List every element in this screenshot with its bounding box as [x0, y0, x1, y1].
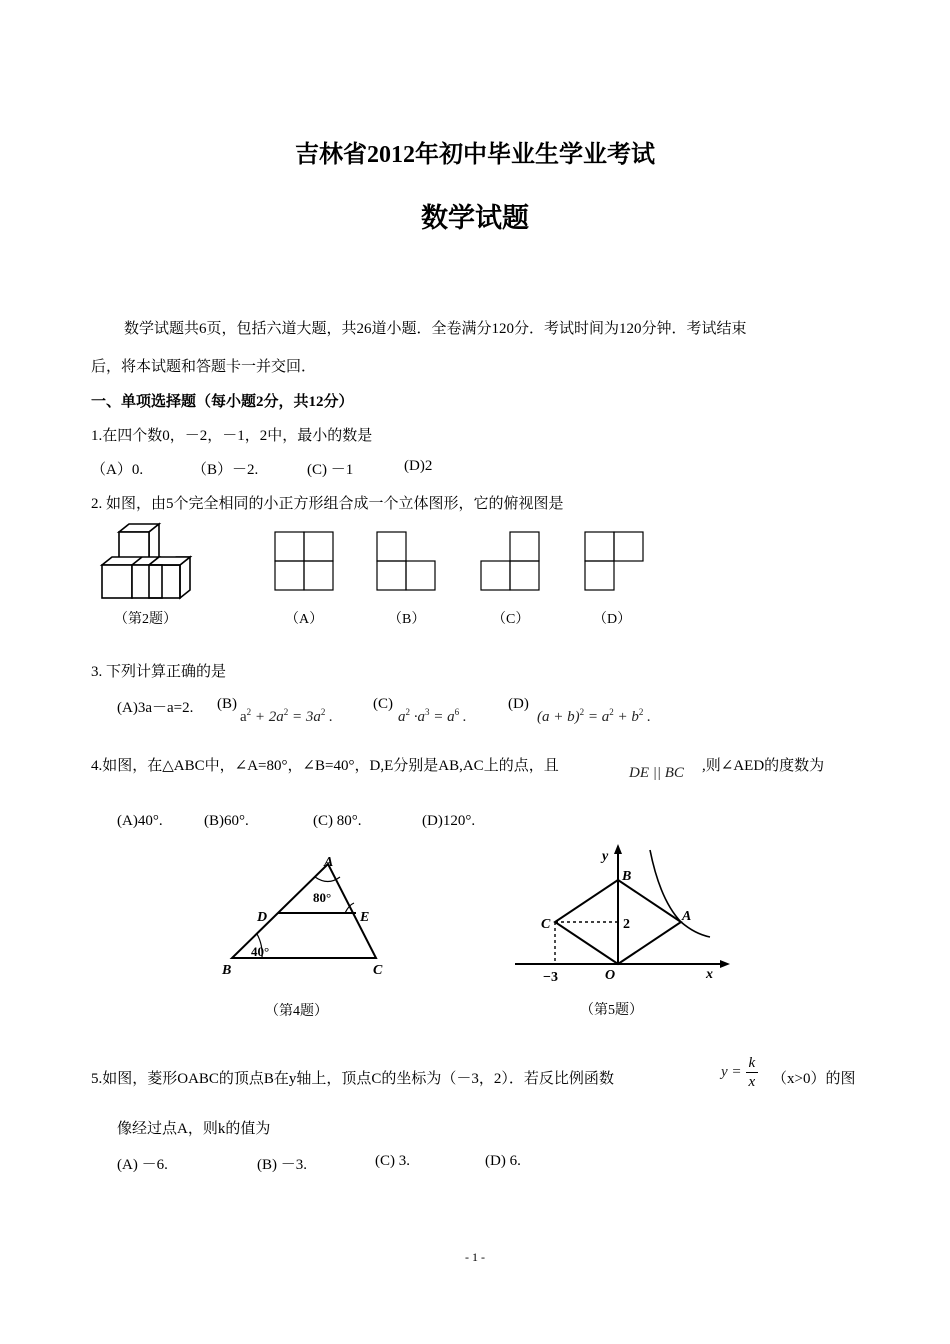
- q5-label-C: C: [541, 917, 551, 932]
- q4-angle-b: 40°: [251, 944, 270, 959]
- q5-stem-line2: 像经过点A，则k的值为: [117, 1121, 271, 1137]
- q5-option-b: (B) －3.: [257, 1157, 307, 1173]
- q3-stem: 3. 下列计算正确的是: [91, 664, 227, 680]
- q5-label-2: 2: [623, 917, 630, 932]
- q4-fig-caption: （第4题）: [265, 1004, 328, 1019]
- page-number: - 1 -: [465, 1250, 485, 1264]
- q4-label-C: C: [373, 963, 383, 978]
- y-axis-arrow-icon: [614, 844, 622, 854]
- q2-option-d-shape: [585, 532, 643, 590]
- q2-option-c-shape: [481, 532, 539, 590]
- q4-triangle-figure: [215, 850, 405, 1025]
- intro-line-1: 数学试题共6页，包括六道大题，共26道小题．全卷满分120分．考试时间为120分钟．考试结束: [124, 321, 747, 337]
- exam-subtitle: 数学试题: [421, 203, 529, 233]
- q5-option-c: (C) 3.: [375, 1153, 410, 1169]
- q4-stem-math: DE || BC: [629, 765, 684, 781]
- q4-stem-part2: ,则∠AED的度数为: [702, 758, 825, 774]
- q4-option-d: (D)120°.: [422, 813, 476, 829]
- q3-option-d-label: (D): [508, 696, 529, 712]
- q5-option-d: (D) 6.: [485, 1153, 521, 1169]
- q4-label-E: E: [360, 910, 370, 925]
- q2-options-figure: [260, 520, 660, 635]
- q4-label-A: A: [324, 855, 334, 870]
- q2-fig-caption: （第2题）: [114, 612, 177, 627]
- q5-fig-caption: （第5题）: [580, 1003, 643, 1018]
- q5-func-lhs: y =: [721, 1064, 742, 1080]
- q3-option-a: (A)3a－a=2.: [117, 700, 194, 716]
- q4-stem-part1: 4.如图，在△ABC中，∠A=80°，∠B=40°，D,E分别是AB,AC上的点，且: [91, 758, 559, 774]
- q2-cubes-figure: [94, 520, 244, 635]
- q5-option-a: (A) －6.: [117, 1157, 168, 1173]
- q5-stem-part2: （x>0）的图: [772, 1071, 856, 1087]
- q1-option-c: (C) －1: [307, 462, 354, 478]
- q5-label-O: O: [605, 968, 616, 983]
- q1-option-b: （B）－2.: [192, 462, 259, 478]
- q4-label-B: B: [222, 963, 232, 978]
- q3-option-b-expr: $a^2 + 2a^2 = 3a^2$ .: [240, 707, 333, 725]
- q4-option-a: (A)40°.: [117, 813, 163, 829]
- q2-label-a: （A）: [285, 612, 324, 627]
- q4-option-b: (B)60°.: [204, 813, 249, 829]
- q5-func-den: x: [748, 1074, 756, 1090]
- q4-label-D: D: [257, 910, 268, 925]
- q5-stem-part1: 5.如图，菱形OABC的顶点B在y轴上，顶点C的坐标为（－3，2）．若反比例函数: [91, 1071, 614, 1087]
- q5-label-A: A: [682, 909, 692, 924]
- q2-label-d: （D）: [593, 612, 632, 627]
- q3-option-c-label: (C): [373, 696, 393, 712]
- q1-stem: 1.在四个数0，－2，－1，2中，最小的数是: [91, 428, 373, 444]
- q5-func-fraction: [746, 1054, 759, 1091]
- q2-label-b: （B）: [388, 612, 426, 627]
- q1-option-a: （A）0.: [91, 462, 144, 478]
- x-axis-arrow-icon: [720, 960, 730, 968]
- q1-option-d: (D)2: [404, 458, 433, 474]
- q5-rhombus-figure: [510, 840, 735, 1025]
- q2-label-c: （C）: [492, 612, 530, 627]
- q5-label-y: y: [602, 849, 609, 864]
- q5-label-B: B: [622, 869, 632, 884]
- q2-option-b-shape: [377, 532, 435, 590]
- q5-label-x: x: [706, 967, 713, 982]
- q5-function: [721, 1054, 758, 1091]
- q3-option-b-label: (B): [217, 696, 237, 712]
- q5-label-minus3: −3: [543, 970, 558, 985]
- q4-option-c: (C) 80°.: [313, 813, 362, 829]
- q3-option-d-expr: $(a + b)^2 = a^2 + b^2$ .: [537, 707, 651, 725]
- q5-func-num: k: [746, 1054, 759, 1073]
- exam-title: 吉林省2012年初中毕业生学业考试: [295, 142, 655, 168]
- q3-option-c-expr: $a^2 \cdot a^3 = a^6$ .: [398, 707, 467, 725]
- intro-line-2: 后，将本试题和答题卡一并交回．: [91, 359, 317, 375]
- q4-angle-a: 80°: [313, 890, 332, 905]
- q2-stem: 2. 如图，由5个完全相同的小正方形组合成一个立体图形，它的俯视图是: [91, 496, 564, 512]
- q2-option-a-shape: [275, 532, 333, 590]
- section-heading: 一、单项选择题（每小题2分，共12分）: [91, 394, 354, 410]
